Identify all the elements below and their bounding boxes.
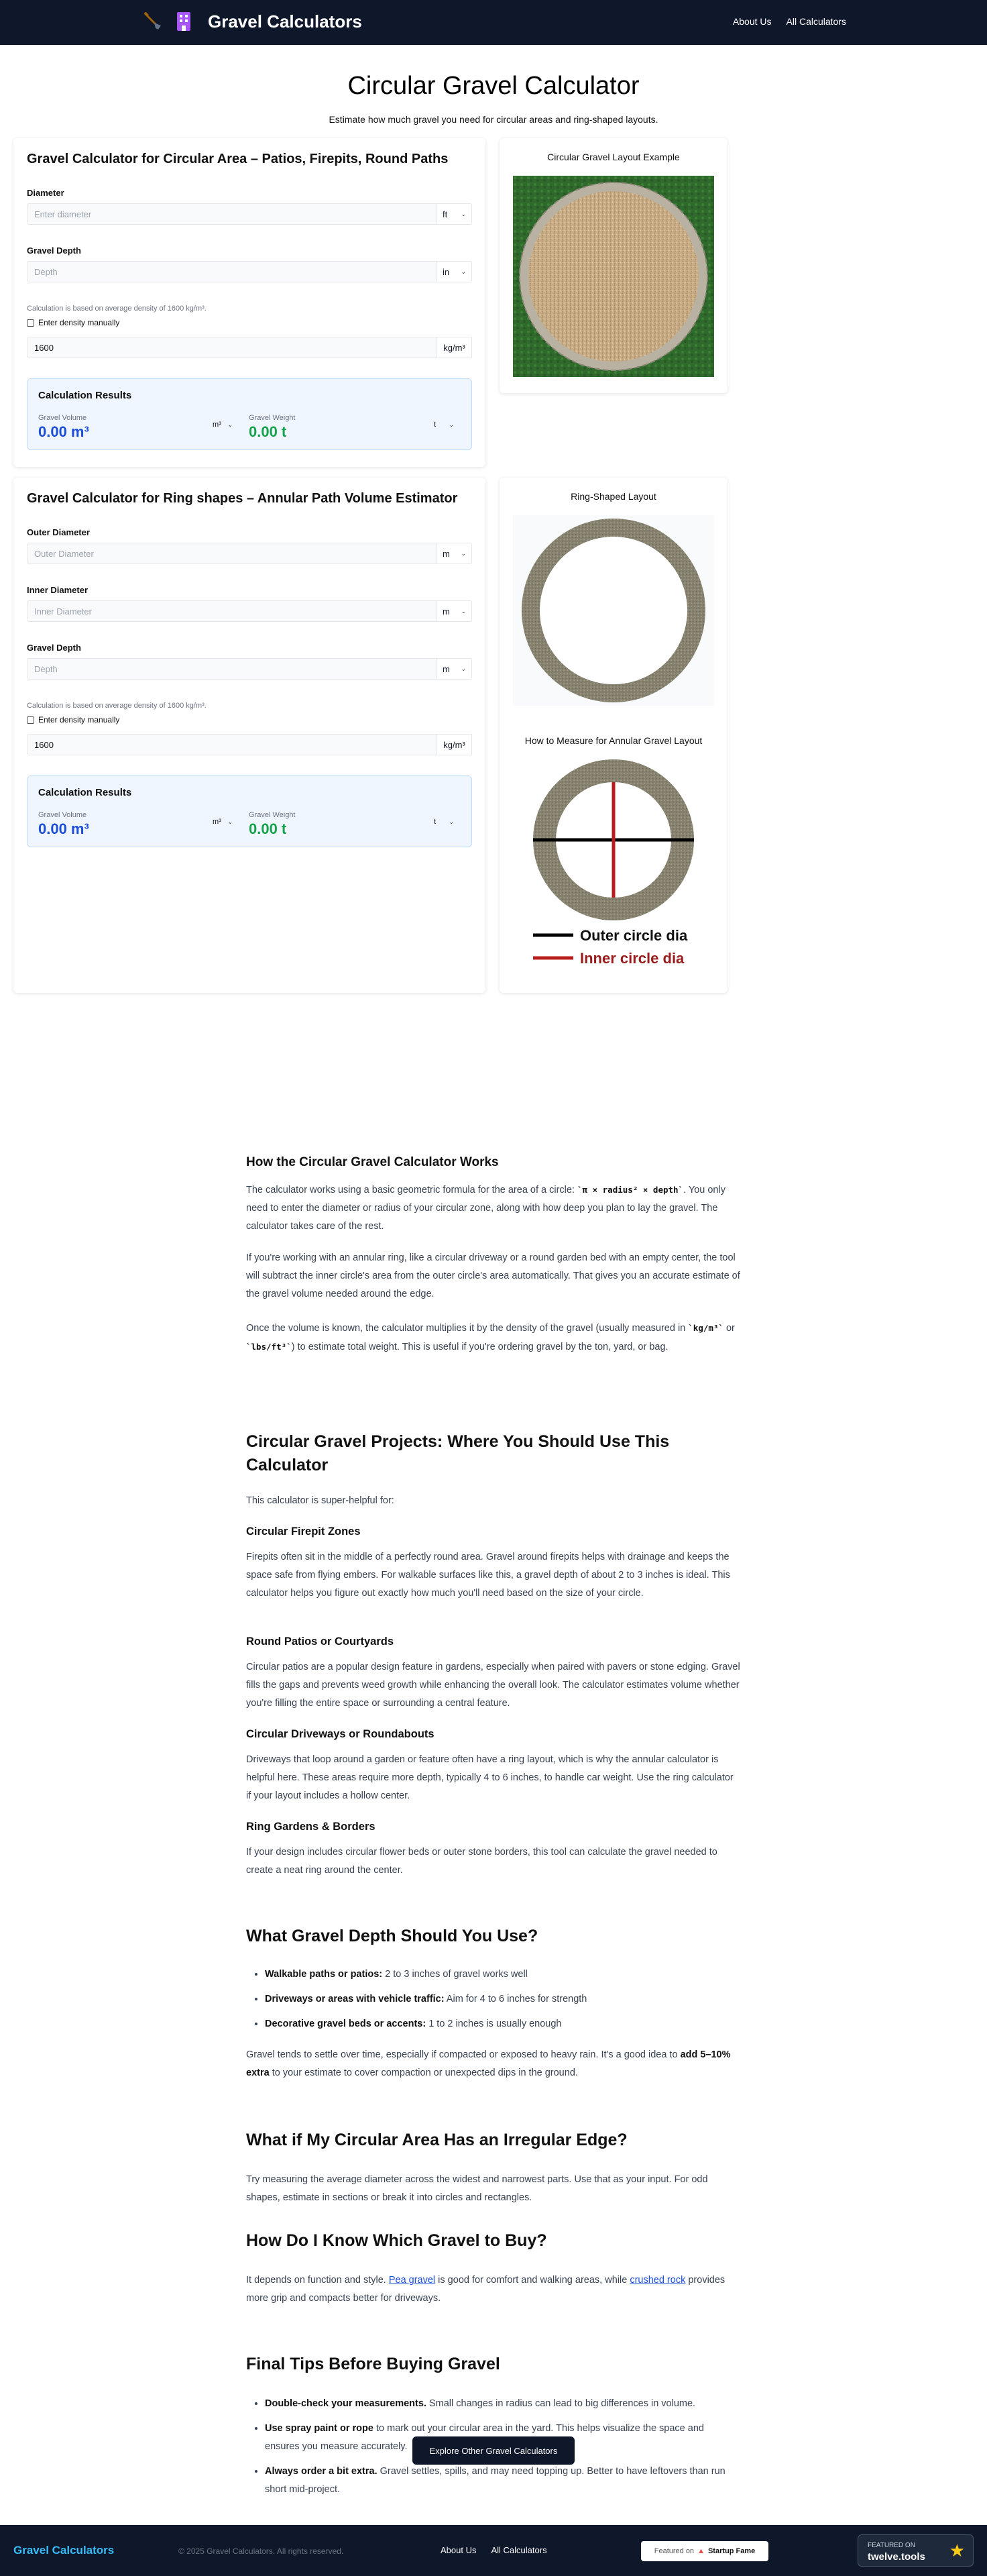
site-footer [0, 2525, 987, 2576]
circle-image-card [500, 138, 728, 393]
ring-weight-label: Gravel Weight [249, 811, 296, 819]
driveway-paragraph: Driveways that loop around a garden or feature often have a ring layout, which is why the annular calculator is helpful here. These areas require more depth, typically 4 to 6 inches, to handle car weight. Use the ring calculator if your layout includes a hollow center. [246, 1754, 734, 1801]
ring-manual-density-checkbox[interactable] [27, 716, 34, 724]
depth-title: What Gravel Depth Should You Use? [246, 1927, 538, 1945]
legend-inner-label: Inner circle dia [580, 950, 685, 967]
page-title: Circular Gravel Calculator [347, 72, 640, 100]
irregular-paragraph: Try measuring the average diameter across the widest and narrowest parts. Use that as your input. For odd shapes, estimate in sections or break it into circles and rectangles. [246, 2174, 708, 2203]
ring-depth-label: Gravel Depth [27, 643, 81, 653]
twelve-tools-badge[interactable]: FEATURED ON twelve.tools ★ [858, 2534, 974, 2567]
measure-image-title: How to Measure for Annular Gravel Layout [524, 735, 703, 746]
list-item: • Walkable paths or patios: 2 to 3 inches of gravel works well [265, 1966, 741, 1984]
chevron-down-icon: ⌄ [227, 818, 233, 825]
depth-unit-select[interactable]: in ⌄ [437, 261, 472, 282]
inner-diameter-input[interactable] [27, 600, 437, 622]
building-icon [172, 9, 196, 34]
shovel-icon [141, 9, 165, 34]
chevron-down-icon: ⌄ [461, 549, 466, 557]
footer-brand[interactable]: Gravel Calculators [13, 2544, 115, 2557]
density-input[interactable] [27, 337, 437, 358]
diameter-unit-select[interactable]: ft ⌄ [437, 203, 472, 225]
outer-diameter-input[interactable] [27, 543, 437, 564]
ring-gardens-title: Ring Gardens & Borders [246, 1821, 375, 1833]
ring-volume-value: 0.00 m³ [38, 820, 89, 837]
which-paragraph: It depends on function and style. Pea gravel is good for comfort and walking areas, while crushed rock provides more grip and compacts better for driveways. [246, 2275, 725, 2304]
inner-diameter-label: Inner Diameter [27, 585, 89, 595]
list-item: • Double-check your measurements. Small changes in radius can lead to big differences in volume. [265, 2395, 741, 2413]
how-paragraph-1: The calculator works using a basic geometric formula for the area of a circle: `π × radius² × depth`. You only need to enter the diameter or radius of your circular zone, along with how deep you plan to lay the gravel. The calculator takes care of the rest. [246, 1185, 725, 1232]
which-title: How Do I Know Which Gravel to Buy? [246, 2231, 547, 2250]
diameter-input[interactable] [27, 203, 437, 225]
ring-volume-label: Gravel Volume [38, 811, 87, 819]
projects-title: Circular Gravel Projects: Where You Should Use This Calculator [246, 1432, 670, 1474]
ring-depth-unit-select[interactable]: m ⌄ [437, 658, 472, 680]
inner-unit-select[interactable]: m ⌄ [437, 600, 472, 622]
pea-gravel-link[interactable]: Pea gravel [388, 2275, 436, 2286]
chevron-down-icon: ⌄ [227, 421, 233, 428]
diameter-label: Diameter [27, 188, 64, 198]
ring-gardens-paragraph: If your design includes circular flower beds or outer stone borders, this tool can calculate the gravel needed to create a neat ring around the center. [246, 1847, 717, 1876]
crushed-rock-link[interactable]: crushed rock [630, 2275, 686, 2286]
circle-image-title: Circular Gravel Layout Example [547, 152, 680, 162]
density-note: Calculation is based on average density of 1600 kg/m³. [27, 305, 207, 313]
site-header [0, 0, 987, 45]
brand-name: Gravel Calculators [208, 11, 362, 32]
how-paragraph-2: If you're working with an annular ring, like a circular driveway or a round garden bed with an empty center, the tool will subtract the inner circle's area from the outer circle's area automatically. That gives you an accurate estimate of the gravel volume needed around the edge. [246, 1252, 740, 1299]
list-item: • Use spray paint or rope to mark out your circular area in the yard. This helps visualize the space and ensures you measure accurately. [265, 2420, 741, 2456]
chevron-down-icon: ⌄ [461, 268, 466, 275]
ring-weight-value: 0.00 t [249, 820, 287, 837]
firepit-paragraph: Firepits often sit in the middle of a perfectly round area. Gravel around firepits helps with drainage and keeps the space safe from flying embers. For walkable surfaces like this, a gravel depth of about 2 to 3 inches is ideal. This calculator helps you figure out exactly how much you'll need based on the size of your circle. [246, 1552, 730, 1599]
circular-gravel-photo [513, 176, 714, 380]
manual-density-label: Enter density manually [38, 318, 120, 327]
volume-unit-select[interactable]: m³ ⌄ [213, 421, 233, 429]
how-title: How the Circular Gravel Calculator Works [246, 1155, 499, 1169]
circle-calculator-card [13, 138, 485, 467]
tips-title: Final Tips Before Buying Gravel [246, 2355, 500, 2373]
ring-volume-unit-select[interactable]: m³ ⌄ [213, 818, 233, 826]
ring-density-unit: kg/m³ [437, 734, 472, 755]
irregular-title: What if My Circular Area Has an Irregular Edge? [246, 2131, 628, 2149]
projects-intro: This calculator is super-helpful for: [246, 1495, 394, 1506]
outer-diameter-label: Outer Diameter [27, 527, 90, 537]
nav-all-calculators[interactable]: All Calculators [786, 16, 846, 27]
weight-value: 0.00 t [249, 423, 287, 440]
outer-unit-select[interactable]: m ⌄ [437, 543, 472, 564]
volume-value: 0.00 m³ [38, 423, 89, 440]
list-item: • Always order a bit extra. Gravel settles, spills, and may need topping up. Better to have leftovers than run short mid-project. [265, 2463, 741, 2499]
ring-results-title: Calculation Results [38, 787, 132, 798]
chevron-down-icon: ⌄ [461, 210, 466, 217]
ring-image-card [500, 478, 728, 993]
chevron-down-icon: ⌄ [449, 818, 454, 825]
chevron-down-icon: ⌄ [461, 665, 466, 672]
footer-nav-about-us[interactable]: About Us [441, 2545, 477, 2555]
startup-fame-badge[interactable]: Featured on ▲ Startup Fame [641, 2541, 768, 2561]
ring-manual-density-label: Enter density manually [38, 715, 120, 724]
driveway-title: Circular Driveways or Roundabouts [246, 1728, 434, 1740]
depth-label: Gravel Depth [27, 246, 81, 256]
legend-outer-label: Outer circle dia [580, 927, 688, 944]
ring-density-input[interactable] [27, 734, 437, 755]
depth-input[interactable] [27, 261, 437, 282]
ring-layout-image [513, 515, 714, 709]
depth-paragraph: Gravel tends to settle over time, especially if compacted or exposed to heavy rain. It's a good idea to add 5–10% extra to your estimate to cover compaction or unexpected dips in the ground. [246, 2049, 731, 2078]
chevron-down-icon: ⌄ [449, 421, 454, 428]
list-item: • Decorative gravel beds or accents: 1 to 2 inches is usually enough [265, 2015, 741, 2033]
weight-label: Gravel Weight [249, 414, 296, 422]
brand-logo[interactable] [141, 9, 362, 34]
flame-icon: ▲ [697, 2547, 705, 2555]
star-icon: ★ [949, 2540, 965, 2561]
chevron-down-icon: ⌄ [461, 607, 466, 614]
circle-calc-title: Gravel Calculator for Circular Area – Patios, Firepits, Round Paths [27, 152, 449, 166]
top-nav [733, 16, 846, 27]
nav-about-us[interactable]: About Us [732, 16, 772, 27]
ring-calculator-card [13, 478, 485, 993]
manual-density-checkbox[interactable] [27, 319, 34, 327]
volume-label: Gravel Volume [38, 414, 87, 422]
footer-nav [441, 2545, 547, 2555]
ring-results-panel [27, 775, 472, 847]
page-subtitle: Estimate how much gravel you need for circular areas and ring-shaped layouts. [329, 114, 658, 125]
firepit-title: Circular Firepit Zones [246, 1525, 361, 1538]
ring-image-title: Ring-Shaped Layout [571, 491, 656, 502]
list-item: • Driveways or areas with vehicle traffic: Aim for 4 to 6 inches for strength [265, 1990, 741, 2008]
circle-results-panel [27, 378, 472, 450]
ring-weight-unit-select[interactable]: t ⌄ [434, 818, 454, 826]
depth-list [246, 1966, 741, 2033]
density-unit: kg/m³ [437, 337, 472, 358]
patio-title: Round Patios or Courtyards [246, 1635, 394, 1648]
weight-unit-select[interactable]: t ⌄ [434, 421, 454, 429]
how-paragraph-3: Once the volume is known, the calculator multiplies it by the density of the gravel (usually measured in `kg/m³` or `lbs/ft³`) to estimate total weight. This is useful if you're ordering gravel by the ton, yard, or bag. [246, 1323, 735, 1352]
explore-calculators-button[interactable]: Explore Other Gravel Calculators [412, 2436, 575, 2465]
footer-copyright: © 2025 Gravel Calculators. All rights reserved. [178, 2546, 344, 2556]
patio-paragraph: Circular patios are a popular design feature in gardens, especially when paired with pavers or stone edging. Gravel fills the gaps and prevents weed growth while enhancing the overall look. The calculator estimates volume whether you're filling the entire space or surrounding a central feature. [246, 1662, 740, 1709]
results-title: Calculation Results [38, 390, 132, 401]
footer-nav-all-calculators[interactable]: All Calculators [491, 2545, 547, 2555]
ring-calc-title: Gravel Calculator for Ring shapes – Annular Path Volume Estimator [27, 491, 458, 506]
ring-depth-input[interactable] [27, 658, 437, 680]
ring-density-note: Calculation is based on average density of 1600 kg/m³. [27, 702, 207, 710]
